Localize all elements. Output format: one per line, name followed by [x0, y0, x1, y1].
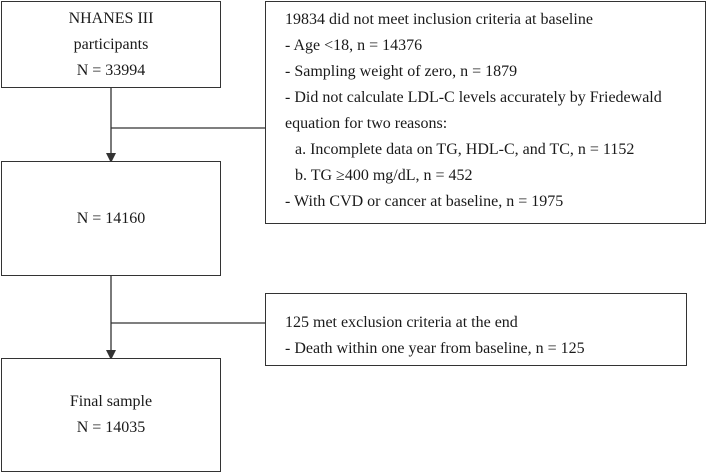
exclusion2-item-death: - Death within one year from baseline, n = 125	[285, 340, 585, 357]
box1-line-3: N = 33994	[76, 61, 146, 79]
exclusion1-item-b: b. TG ≥400 mg/dL, n = 452	[295, 167, 473, 184]
exclusion2-header: 125 met exclusion criteria at the end	[285, 314, 518, 331]
box3-line-1: Final sample	[69, 393, 153, 410]
exclusion1-item-ldl: - Did not calculate LDL-C levels accurately by Friedewald	[285, 89, 662, 106]
box3-line-2: N = 14035	[76, 419, 146, 436]
box-after-baseline	[1, 161, 221, 276]
box-exclusion-end	[265, 293, 687, 366]
box-nhanes-participants	[1, 1, 221, 88]
box-final-sample	[1, 358, 221, 472]
exclusion1-item-ldl-cont: equation for two reasons:	[285, 115, 448, 132]
box1-line-1: NHANES III	[68, 9, 154, 27]
exclusion1-item-weight: - Sampling weight of zero, n = 1879	[285, 63, 518, 80]
exclusion1-item-cvd: - With CVD or cancer at baseline, n = 1975	[285, 193, 564, 210]
exclusion1-header: 19834 did not meet inclusion criteria at baseline	[285, 11, 593, 28]
box2-line-1: N = 14160	[76, 209, 146, 227]
exclusion1-item-a: a. Incomplete data on TG, HDL-C, and TC, n = 1152	[295, 141, 635, 158]
exclusion1-item-age: - Age <18, n = 14376	[285, 37, 423, 54]
box-exclusion-baseline	[265, 1, 706, 224]
box1-line-2: participants	[73, 35, 149, 53]
